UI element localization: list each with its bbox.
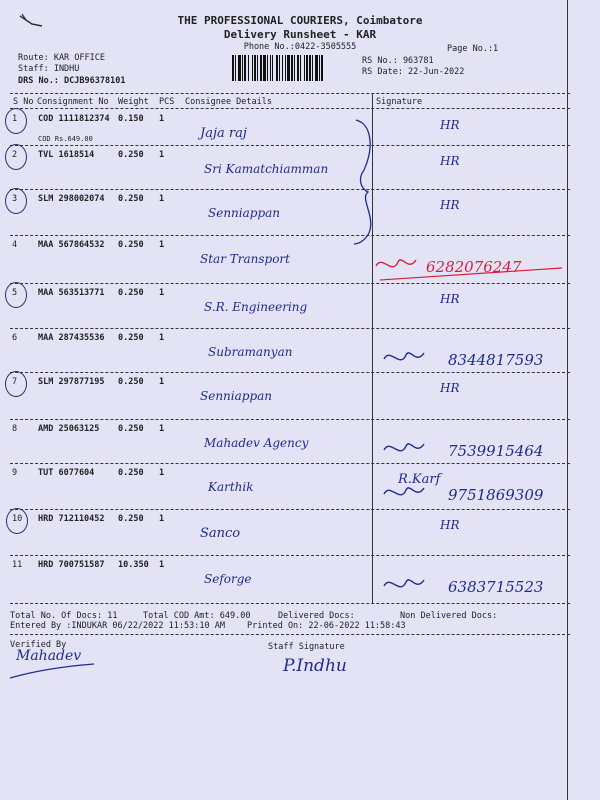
sno-circle-mark bbox=[6, 508, 28, 534]
barcode-bar bbox=[270, 55, 271, 81]
sno-circle-mark bbox=[5, 188, 27, 214]
non-delivered-docs: Non Delivered Docs: bbox=[400, 611, 498, 621]
row-separator bbox=[10, 189, 570, 190]
row-weight: 10.350 bbox=[118, 560, 149, 570]
signature-scribble bbox=[380, 572, 428, 598]
verified-by-label: Verified By bbox=[10, 640, 67, 650]
barcode-bar bbox=[319, 55, 320, 81]
barcode-bar bbox=[291, 55, 293, 81]
row-weight: 0.250 bbox=[118, 240, 144, 250]
row-consignment: COD 1111812374 bbox=[38, 114, 110, 124]
row-consignment: HRD 712110452 bbox=[38, 514, 105, 524]
barcode-bar bbox=[260, 55, 262, 81]
barcode-bar bbox=[252, 55, 253, 81]
barcode-bar bbox=[309, 55, 311, 81]
row-consignment: TUT 6077604 bbox=[38, 468, 95, 478]
barcode-bar bbox=[276, 55, 278, 81]
sno-circle-mark bbox=[5, 371, 27, 397]
row-pcs: 1 bbox=[159, 150, 165, 160]
row-separator bbox=[10, 509, 570, 510]
table-header-rule bbox=[10, 108, 570, 109]
verified-underline-stroke bbox=[8, 660, 98, 682]
col-sno: S No bbox=[13, 97, 34, 107]
row-phone: 8344817593 bbox=[448, 351, 544, 369]
barcode-bar bbox=[267, 55, 268, 81]
barcode-bar bbox=[272, 55, 273, 81]
rs-number: RS No.: 963781 bbox=[362, 56, 434, 66]
row-signature: R.Karf bbox=[398, 472, 441, 487]
red-pen-stroke bbox=[376, 252, 566, 286]
barcode-bar bbox=[242, 55, 243, 81]
barcode-bar bbox=[279, 55, 280, 81]
delivered-docs: Delivered Docs: bbox=[278, 611, 355, 621]
signature-scribble bbox=[380, 480, 428, 506]
row-consignment: MAA 567864532 bbox=[38, 240, 105, 250]
row-pcs: 1 bbox=[159, 240, 165, 250]
barcode-bar bbox=[300, 55, 301, 81]
row-sno: 3 bbox=[12, 194, 18, 204]
row-consignment: MAA 287435536 bbox=[38, 333, 105, 343]
col-weight: Weight bbox=[118, 97, 149, 107]
row-pcs: 1 bbox=[159, 424, 165, 434]
row-sno: 9 bbox=[12, 468, 18, 478]
route: Route: KAR OFFICE bbox=[18, 53, 105, 63]
row-consignment: SLM 297877195 bbox=[38, 377, 105, 387]
row-signature: HR bbox=[440, 518, 460, 532]
row-sno: 5 bbox=[12, 288, 18, 298]
row-weight: 0.250 bbox=[118, 377, 144, 387]
row-sno: 4 bbox=[12, 240, 18, 250]
row-consignment: AMD 25063125 bbox=[38, 424, 100, 434]
row-pcs: 1 bbox=[159, 377, 165, 387]
page-number: Page No.:1 bbox=[447, 44, 499, 54]
verified-signature: Mahadev bbox=[16, 648, 82, 664]
row-consignee: S.R. Engineering bbox=[204, 300, 308, 314]
row-separator bbox=[10, 463, 570, 464]
signature-scribble bbox=[380, 345, 428, 371]
col-consignment: Consignment No bbox=[37, 97, 109, 107]
barcode-bar bbox=[248, 55, 249, 81]
runsheet-title: Delivery Runsheet - KAR bbox=[223, 28, 377, 41]
barcode-bar bbox=[235, 55, 236, 81]
row-sno: 7 bbox=[12, 377, 18, 387]
row-sno: 11 bbox=[12, 560, 23, 570]
row-sno: 6 bbox=[12, 333, 18, 343]
staff-signature: P.Indhu bbox=[283, 656, 347, 676]
barcode-bar bbox=[315, 55, 318, 81]
sno-circle-mark bbox=[5, 144, 27, 170]
row-signature: HR bbox=[440, 381, 460, 395]
barcode-bar bbox=[263, 55, 266, 81]
row-pcs: 1 bbox=[159, 468, 165, 478]
barcode-bar bbox=[294, 55, 295, 81]
row-consignment: SLM 298002074 bbox=[38, 194, 105, 204]
row-consignee: Jaja raj bbox=[200, 126, 247, 141]
barcode-bar bbox=[244, 55, 246, 81]
row-consignee: Star Transport bbox=[200, 252, 290, 266]
row-phone: 6383715523 bbox=[448, 578, 544, 596]
barcode-bar bbox=[321, 55, 323, 81]
row-sno: 10 bbox=[12, 514, 23, 524]
total-cod: Total COD Amt: 649.00 bbox=[143, 611, 251, 621]
barcode-bar bbox=[312, 55, 313, 81]
row-separator bbox=[10, 555, 570, 556]
row-consignee: Sanco bbox=[200, 526, 241, 541]
sno-circle-mark bbox=[5, 282, 27, 308]
barcode-image bbox=[232, 55, 357, 81]
row-pcs: 1 bbox=[159, 333, 165, 343]
row-weight: 0.250 bbox=[118, 468, 144, 478]
row-separator bbox=[10, 235, 570, 236]
row-weight: 0.250 bbox=[118, 194, 144, 204]
rs-date: RS Date: 22-Jun-2022 bbox=[362, 67, 465, 77]
row-pcs: 1 bbox=[159, 514, 165, 524]
row-weight: 0.150 bbox=[118, 114, 144, 124]
col-pcs: PCS bbox=[159, 97, 175, 107]
row-signature: HR bbox=[440, 154, 460, 168]
row-consignee: Karthik bbox=[208, 480, 254, 494]
row-consignee: Senniappan bbox=[208, 206, 281, 220]
row-cod-note: COD Rs.649.00 bbox=[38, 135, 93, 143]
row-consignee: Senniappan bbox=[200, 389, 273, 403]
barcode-bar bbox=[232, 55, 234, 81]
row-pcs: 1 bbox=[159, 194, 165, 204]
sno-circle-mark bbox=[5, 108, 27, 134]
row-phone: 6282076247 bbox=[426, 258, 522, 276]
row-phone: 9751869309 bbox=[448, 486, 544, 504]
row-consignee: Subramanyan bbox=[208, 345, 293, 359]
barcode-bar bbox=[257, 55, 258, 81]
row-pcs: 1 bbox=[159, 288, 165, 298]
total-docs: Total No. Of Docs: 11 bbox=[10, 611, 118, 621]
row-pcs: 1 bbox=[159, 560, 165, 570]
row-signature: HR bbox=[440, 292, 460, 306]
table-top-rule bbox=[10, 93, 570, 94]
col-signature: Signature bbox=[376, 97, 423, 107]
barcode-bar bbox=[285, 55, 286, 81]
row-signature: HR bbox=[440, 118, 460, 132]
row-separator bbox=[10, 328, 570, 329]
right-edge-line bbox=[567, 0, 568, 800]
staff-signature-label: Staff Signature bbox=[268, 642, 345, 652]
signature-scribble bbox=[380, 436, 428, 462]
footer-rule bbox=[10, 634, 570, 635]
barcode-bar bbox=[306, 55, 308, 81]
row-signature: HR bbox=[440, 198, 460, 212]
barcode-bar bbox=[254, 55, 256, 81]
row-pcs: 1 bbox=[159, 114, 165, 124]
staff: Staff: INDHU bbox=[18, 64, 80, 74]
row-weight: 0.250 bbox=[118, 514, 144, 524]
row-separator bbox=[10, 145, 570, 146]
row-sno: 8 bbox=[12, 424, 18, 434]
row-consignment: MAA 563513771 bbox=[38, 288, 105, 298]
barcode-bar bbox=[282, 55, 283, 81]
row-separator bbox=[10, 419, 570, 420]
barcode-bar bbox=[304, 55, 305, 81]
phone-number: Phone No.:0422-3505555 bbox=[243, 42, 357, 52]
company-title: THE PROFESSIONAL COURIERS, Coimbatore bbox=[177, 14, 423, 27]
barcode-bar bbox=[238, 55, 241, 81]
drs-number: DRS No.: DCJB96378101 bbox=[18, 76, 126, 86]
table-bottom-rule bbox=[10, 603, 570, 604]
row-separator bbox=[10, 372, 570, 373]
row-weight: 0.250 bbox=[118, 424, 144, 434]
row-consignee: Sri Kamatchiamman bbox=[204, 162, 329, 176]
col-consignee: Consignee Details bbox=[185, 97, 272, 107]
row-weight: 0.250 bbox=[118, 288, 144, 298]
row-consignment: TVL 1618514 bbox=[38, 150, 95, 160]
row-consignee: Seforge bbox=[204, 572, 252, 586]
barcode-bar bbox=[297, 55, 299, 81]
row-sno: 1 bbox=[12, 114, 18, 124]
row-sno: 2 bbox=[12, 150, 18, 160]
row-phone: 7539915464 bbox=[448, 442, 544, 460]
row-weight: 0.250 bbox=[118, 333, 144, 343]
row-consignee: Mahadev Agency bbox=[204, 436, 309, 450]
barcode-bar bbox=[287, 55, 290, 81]
row-consignment: HRD 700751587 bbox=[38, 560, 105, 570]
bracket-mark bbox=[350, 118, 380, 246]
entered-by: Entered By :INDUKAR 06/22/2022 11:53:10 AM bbox=[10, 621, 225, 631]
row-weight: 0.250 bbox=[118, 150, 144, 160]
printed-on: Printed On: 22-06-2022 11:58:43 bbox=[247, 621, 406, 631]
